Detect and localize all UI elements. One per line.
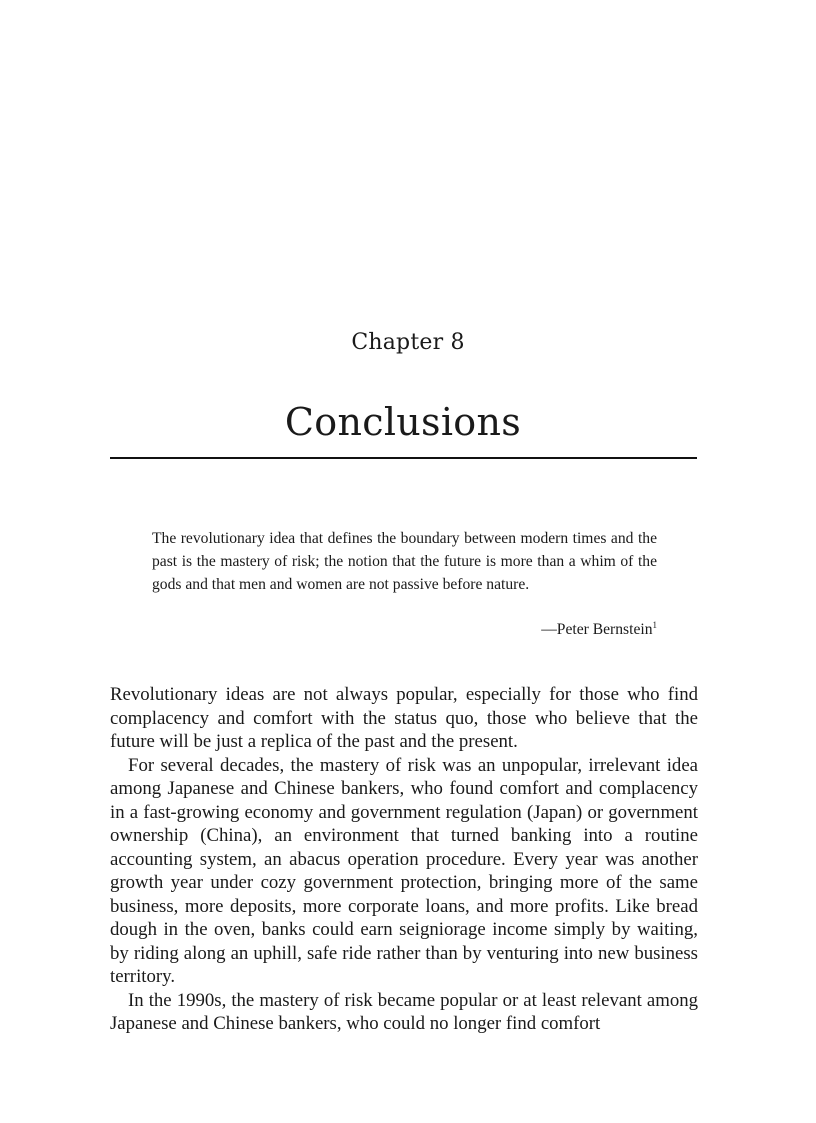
body-text (110, 683, 698, 1036)
title-rule (110, 457, 697, 459)
chapter-number: Chapter 8 (351, 330, 465, 355)
footnote-marker: 1 (652, 620, 657, 630)
epigraph-attribution (152, 620, 657, 639)
paragraph-2: For several decades, the mastery of risk was an unpopular, irrelevant idea among Japanese and Chinese bankers, who found comfort and complacency in a fast-growing economy and government regulation (Japan) or government ownership (China), an environment that turned banking into a routine accounting system, an abacus operation procedure. Every year was another growth year under cozy government protection, bringing more of the same business, more deposits, more corporate loans, and more profits. Like bread dough in the oven, banks could earn seigniorage income simply by waiting, by riding along an uphill, safe ride rather than by venturing into new business territory. (110, 754, 698, 987)
chapter-title: Conclusions (284, 400, 522, 444)
paragraph-1: Revolutionary ideas are not always popular, especially for those who find complacency and comfort with the status quo, those who believe that the future will be just a replica of the past and the present. (110, 684, 698, 752)
epigraph-quote: The revolutionary idea that defines the boundary between modern times and the past is the mastery of risk; the notion that the future is more than a whim of the gods and that men and women are not passive before nature. (152, 530, 657, 593)
paragraph-3: In the 1990s, the mastery of risk became popular or at least relevant among Japanese and Chinese bankers, who could no longer find comfort (110, 989, 698, 1034)
attribution-text: —Peter Bernstein (541, 621, 653, 638)
